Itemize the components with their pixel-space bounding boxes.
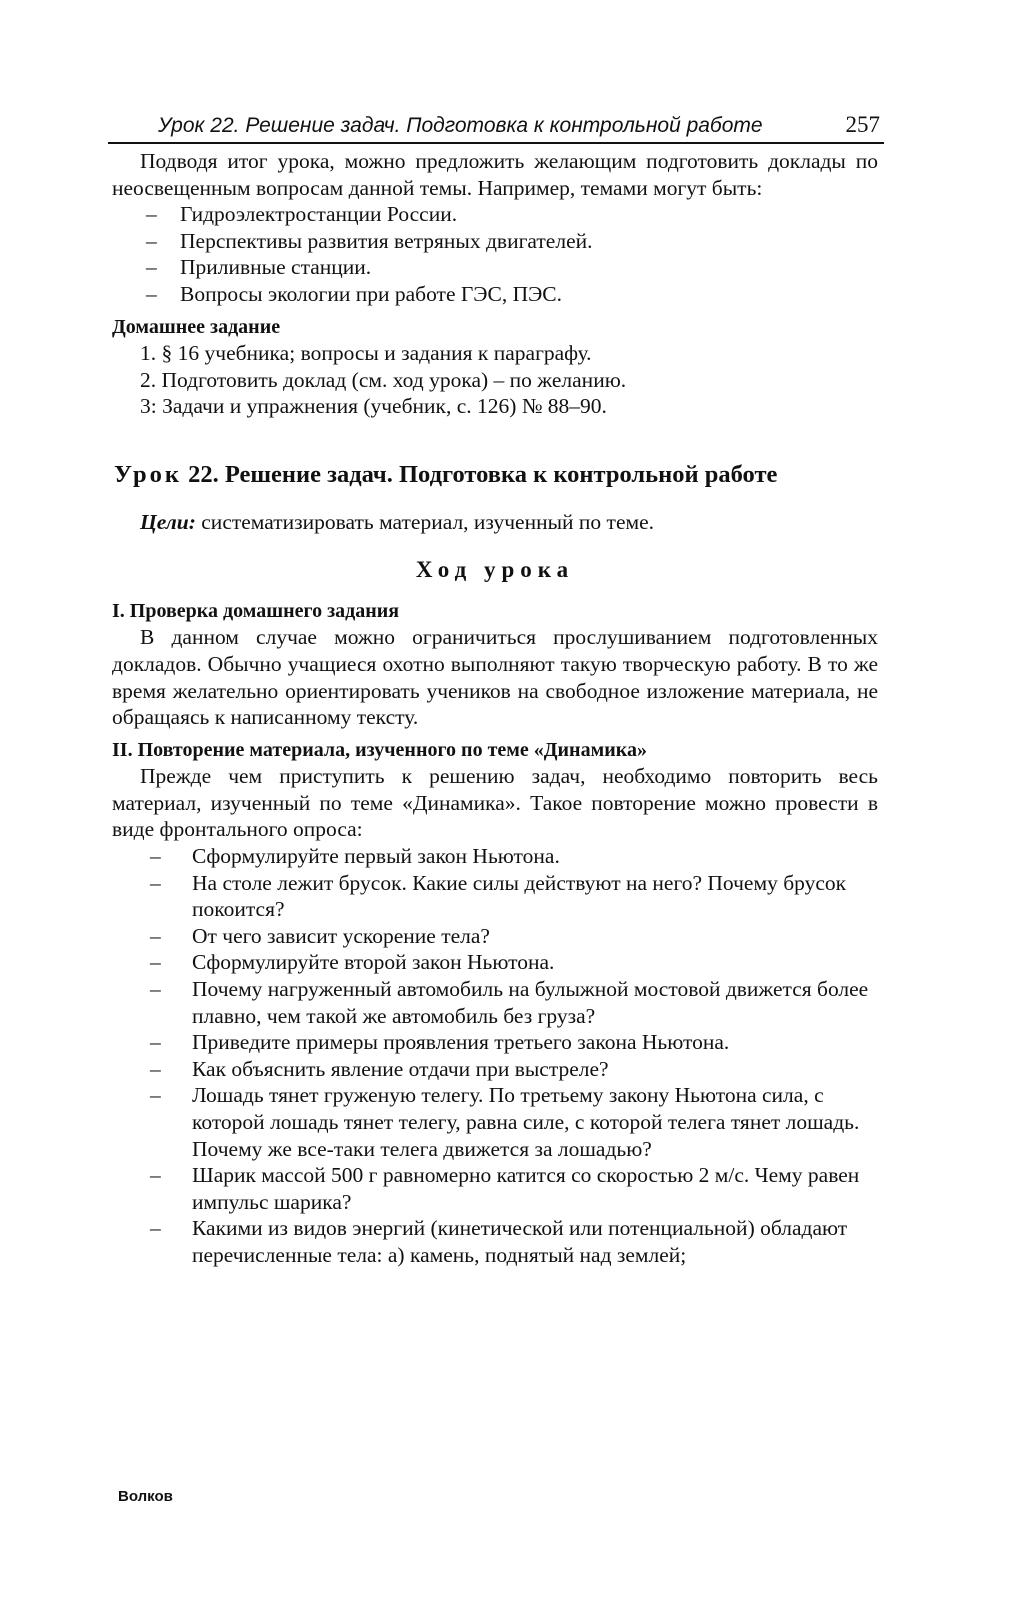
section-heading-review: II. Повторение материала, изученного по теме «Динамика» [112, 738, 647, 761]
homework-list [112, 340, 878, 420]
page-number: 257 [845, 112, 880, 137]
list-item: 1. § 16 учебника; вопросы и задания к параграфу. [140, 341, 592, 366]
list-item: – Гидроэлектростанции России. [112, 201, 878, 228]
list-item: – Приведите примеры проявления третьего закона Ньютона. [112, 1029, 878, 1056]
intro-paragraph: Подводя итог урока, можно предложить желающим подготовить доклады по неосвещенным вопросам данной темы. Например, темами могут быть: [112, 149, 878, 200]
page-content [112, 148, 878, 1269]
goals-text: систематизировать материал, изученный по теме. [201, 509, 655, 534]
section-heading-homework-check: I. Проверка домашнего задания [112, 599, 400, 622]
report-topics-list [112, 201, 878, 307]
list-item: – Вопросы экологии при работе ГЭС, ПЭС. [112, 281, 878, 308]
list-item: – Какими из видов энергий (кинетической или потенциальной) обладают перечисленные тела: а) камень, поднятый над землей; [112, 1215, 878, 1268]
list-item: – Шарик массой 500 г равномерно катится со скоростью 2 м/с. Чему равен импульс шарика? [112, 1162, 878, 1215]
lesson-goals [112, 509, 878, 536]
list-item: – Лошадь тянет груженую телегу. По третьему закону Ньютона сила, с которой лошадь тянет телегу, равна силе, с которой телега тянет лошадь. Почему же все-таки телега движется за лошадью? [112, 1082, 878, 1162]
footer-signature: Волков [118, 1488, 173, 1505]
course-heading: Ход урока [415, 557, 575, 583]
running-header-title: Урок 22. Решение задач. Подготовка к контрольной работе [158, 114, 763, 137]
list-item: – Сформулируйте первый закон Ньютона. [112, 843, 878, 870]
list-item: – Как объяснить явление отдачи при выстреле? [112, 1056, 878, 1083]
list-item: – На столе лежит брусок. Какие силы действуют на него? Почему брусок покоится? [112, 870, 878, 923]
homework-heading: Домашнее задание [112, 315, 281, 338]
list-item: – Приливные станции. [112, 254, 878, 281]
lesson-title [112, 462, 878, 489]
list-item: 2. Подготовить доклад (см. ход урока) – по желанию. [140, 367, 627, 392]
lesson-title-text: 22. Решение задач. Подготовка к контрольной работе [188, 460, 778, 488]
review-questions-list [112, 843, 878, 1269]
goals-label: Цели: [140, 509, 196, 534]
list-item: 3: Задачи и упражнения (учебник, с. 126) № 88–90. [140, 394, 607, 419]
list-item: – Почему нагруженный автомобиль на булыжной мостовой движется более плавно, чем такой же автомобиль без груза? [112, 976, 878, 1029]
list-item: – От чего зависит ускорение тела? [112, 923, 878, 950]
list-item: – Перспективы развития ветряных двигателей. [112, 228, 878, 255]
list-item: – Сформулируйте второй закон Ньютона. [112, 949, 878, 976]
section-paragraph: Прежде чем приступить к решению задач, необходимо повторить весь материал, изученный по теме «Динамика». Такое повторение можно провести в виде фронтального опроса: [112, 764, 878, 842]
running-header [108, 112, 884, 144]
section-paragraph: В данном случае можно ограничиться прослушиванием подготовленных докладов. Обычно учащиеся охотно выполняют такую творческую работу. В то же время желательно ориентировать учеников на свободное изложение материала, не обращаясь к написанному тексту. [112, 625, 878, 730]
lesson-title-prefix: Урок [114, 460, 182, 488]
